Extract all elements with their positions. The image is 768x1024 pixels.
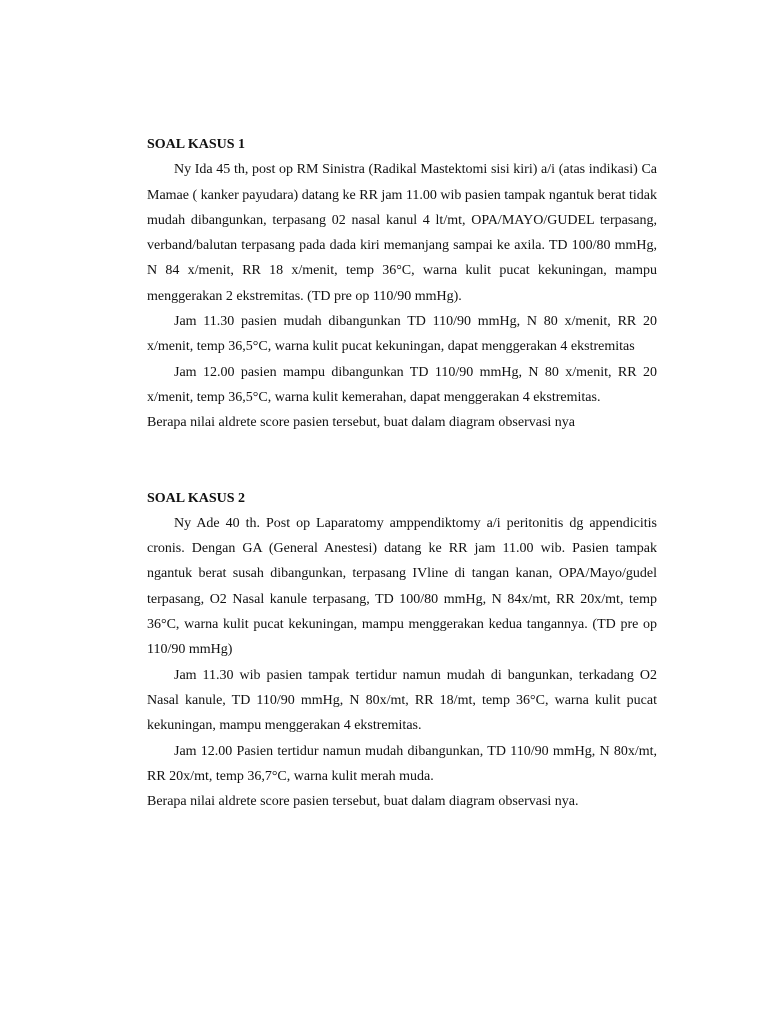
- document-page: [147, 132, 657, 814]
- case-1-question: Berapa nilai aldrete score pasien tersebut, buat dalam diagram observasi nya: [147, 415, 575, 431]
- case-2-question: Berapa nilai aldrete score pasien tersebut, buat dalam diagram observasi nya.: [147, 794, 579, 810]
- case-2-title: SOAL KASUS 2: [147, 490, 246, 506]
- case-1-paragraph-2: Jam 11.30 pasien mudah dibangunkan TD 110/90 mmHg, N 80 x/menit, RR 20 x/menit, temp 36,5°C, warna kulit pucat kekuningan, dapat menggerakan 4 ekstremitas: [147, 314, 657, 355]
- case-2-paragraph-3: Jam 12.00 Pasien tertidur namun mudah dibangunkan, TD 110/90 mmHg, N 80x/mt, RR 20x/mt, temp 36,7°C, warna kulit merah muda.: [147, 743, 657, 784]
- case-2-paragraph-1: Ny Ade 40 th. Post op Laparatomy amppendiktomy a/i peritonitis dg appendicitis cronis. Dengan GA (General Anestesi) datang ke RR jam 11.00 wib. Pasien tampak ngantuk berat susah dibangunkan, terpasang IVline di tangan kanan, OPA/Mayo/gudel terpasang, O2 Nasal kanule terpasang, TD 100/80 mmHg, N 84x/mt, RR 20x/mt, temp 36°C, warna kulit pucat kekuningan, mampu menggerakan kedua tangannya. (TD pre op 110/90 mmHg): [147, 515, 657, 658]
- case-1-paragraph-3: Jam 12.00 pasien mampu dibangunkan TD 110/90 mmHg, N 80 x/menit, RR 20 x/menit, temp 36,5°C, warna kulit kemerahan, dapat menggerakan 4 ekstremitas.: [147, 364, 657, 405]
- case-2: [147, 486, 657, 815]
- case-1-title: SOAL KASUS 1: [147, 137, 246, 152]
- case-2-paragraph-2: Jam 11.30 wib pasien tampak tertidur namun mudah di bangunkan, terkadang O2 Nasal kanule, TD 110/90 mmHg, N 80x/mt, RR 18/mt, temp 36°C, warna kulit pucat kekuningan, mampu menggerakan 4 ekstremitas.: [147, 667, 657, 734]
- case-1: [147, 132, 657, 436]
- case-1-paragraph-1: Ny Ida 45 th, post op RM Sinistra (Radikal Mastektomi sisi kiri) a/i (atas indikasi) Ca Mamae ( kanker payudara) datang ke RR jam 11.00 wib pasien tampak ngantuk berat tidak mudah dibangunkan, terpasang 02 nasal kanul 4 lt/mt, OPA/MAYO/GUDEL terpasang, verband/balutan terpasang pada dada kiri memanjang sampai ke axila. TD 100/80 mmHg, N 84 x/menit, RR 18 x/menit, temp 36°C, warna kulit pucat kekuningan, mampu menggerakan 2 ekstremitas. (TD pre op 110/90 mmHg).: [147, 162, 657, 304]
